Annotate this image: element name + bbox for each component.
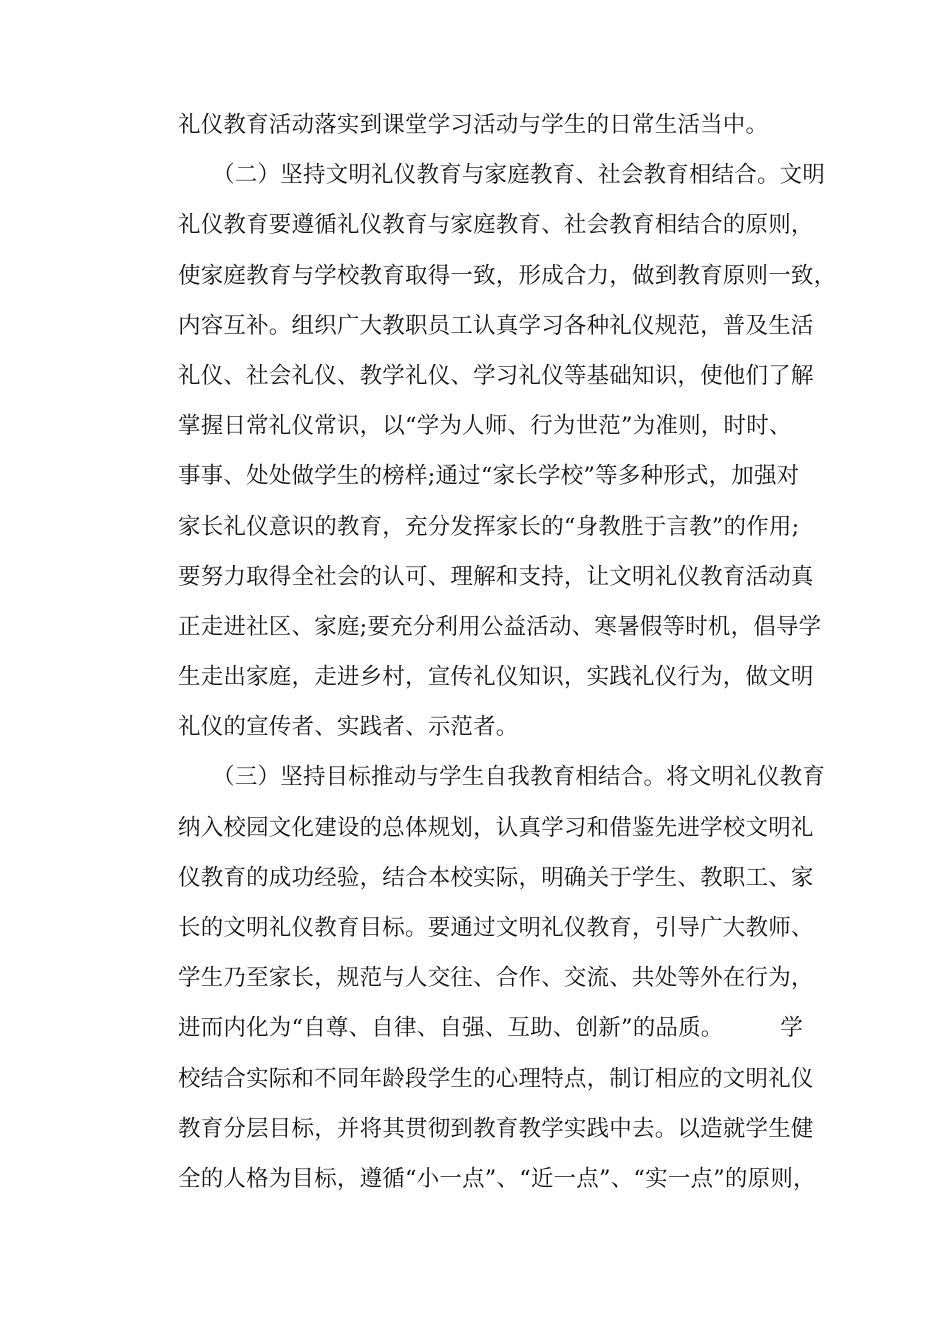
text-line: 事事、处处做学生的榜样;通过“家长学校”等多种形式，加强对 (178, 463, 800, 490)
text-line: 礼仪教育要遵循礼仪教育与家庭教育、社会教育相结合的原则， (178, 212, 814, 239)
text-line: 使家庭教育与学校教育取得一致，形成合力，做到教育原则一致， (178, 262, 837, 289)
text-line: 正走进社区、家庭;要充分利用公益活动、寒暑假等时机，倡导学 (178, 613, 822, 640)
text-line: 全的人格为目标，遵循“小一点”、“近一点”、“实一点”的原则， (178, 1165, 816, 1192)
text-line: 生走出家庭，走进乡村，宣传礼仪知识，实践礼仪行为，做文明 (178, 664, 814, 691)
text-line: 掌握日常礼仪常识，以“学为人师、行为世范”为准则，时时、 (178, 413, 792, 440)
text-line: 纳入校园文化建设的总体规划，认真学习和借鉴先进学校文明礼 (178, 814, 814, 841)
text-line: 礼仪的宣传者、实践者、示范者。 (178, 714, 519, 741)
text-line: 家长礼仪意识的教育，充分发挥家长的“身教胜于言教”的作用; (178, 513, 800, 540)
text-line: 教育分层目标，并将其贯彻到教育教学实践中去。以造就学生健 (178, 1115, 814, 1142)
text-line: 礼仪、社会礼仪、教学礼仪、学习礼仪等基础知识，使他们了解 (178, 362, 814, 389)
text-line: 校结合实际和不同年龄段学生的心理特点，制订相应的文明礼仪 (178, 1065, 814, 1092)
text-line: 内容互补。组织广大教职员工认真学习各种礼仪规范，普及生活 (178, 312, 814, 339)
text-line: 进而内化为“自尊、自律、自强、互助、创新”的品质。 学 (178, 1015, 804, 1042)
text-line: 要努力取得全社会的认可、理解和支持，让文明礼仪教育活动真 (178, 563, 814, 590)
text-line: 学生乃至家长，规范与人交往、合作、交流、共处等外在行为， (178, 965, 814, 992)
text-line: （二）坚持文明礼仪教育与家庭教育、社会教育相结合。文明 (178, 162, 826, 189)
text-line: 仪教育的成功经验，结合本校实际，明确关于学生、教职工、家 (178, 864, 814, 891)
text-line: （三）坚持目标推动与学生自我教育相结合。将文明礼仪教育 (178, 764, 826, 791)
body-text (178, 100, 837, 1204)
text-line: 长的文明礼仪教育目标。要通过文明礼仪教育，引导广大教师、 (178, 915, 814, 941)
text-line: 礼仪教育活动落实到课堂学习活动与学生的日常生活当中。 (178, 112, 769, 138)
